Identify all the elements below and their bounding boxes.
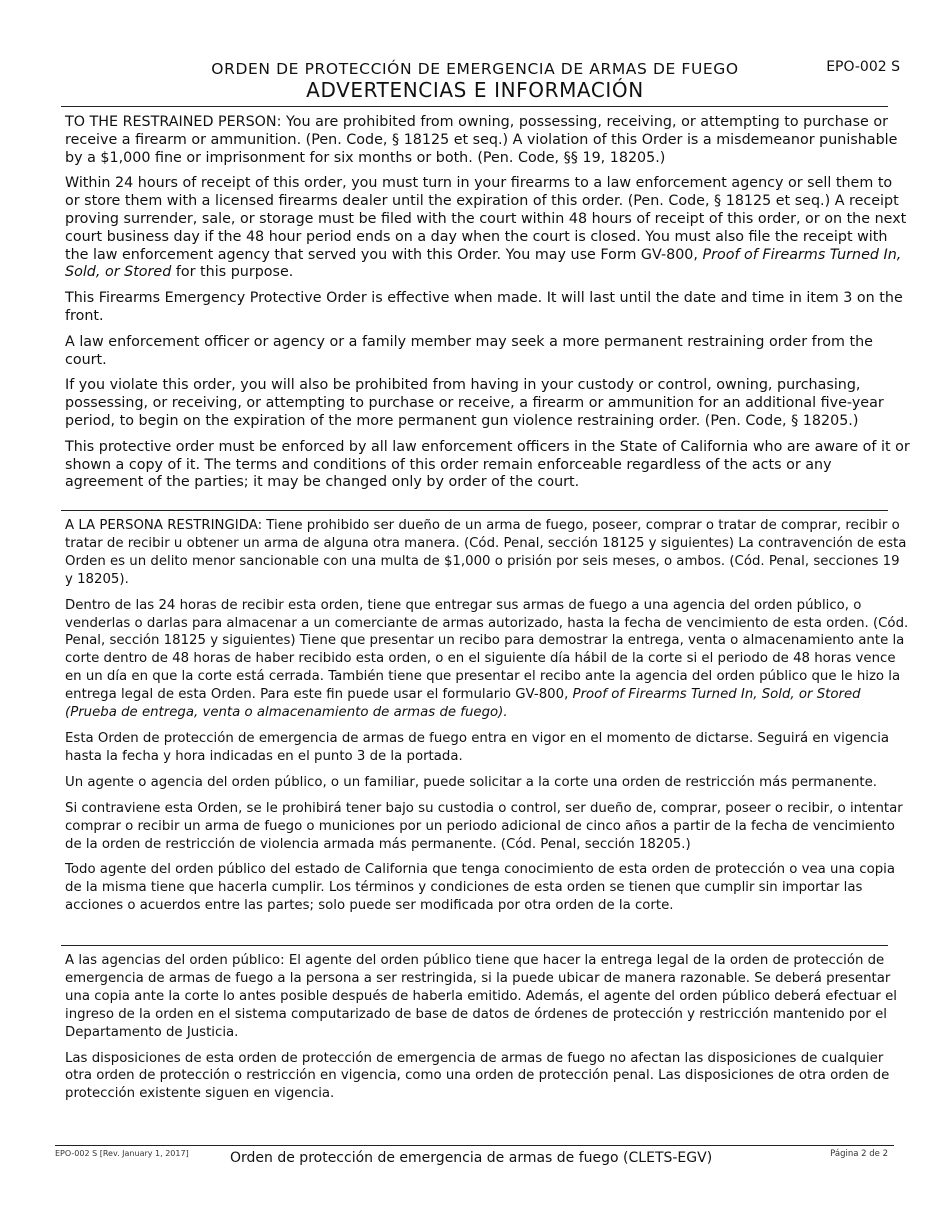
en-paragraph-restrained-person: TO THE RESTRAINED PERSON: You are prohibited from owning, possessing, receiving, or attempting to purchase or receive a firearm or ammunition. (Pen. Code, § 18125 et seq.) A violation of this Order is a misdemeanor punishable by a $1,000 fine or imprisonment for six months or both. (Pen. Code, §§ 19, 18205.) [65, 114, 898, 166]
le-paragraph-other-orders: Las disposiciones de esta orden de protección de emergencia de armas de fuego no afectan las disposiciones de cualquier otra orden de protección o restricción en vigencia, como una orden de protección penal. Las disposiciones de otra orden de protección existente siguen en vigencia. [65, 1050, 890, 1102]
en-surrender-text-end: for this purpose. [171, 264, 294, 281]
title-line-1: ORDEN DE PROTECCIÓN DE EMERGENCIA DE ARMAS DE FUEGO [211, 60, 739, 78]
footer-page-number: Página 2 de 2 [830, 1149, 888, 1159]
es-paragraph-violation: Si contraviene esta Orden, se le prohibirá tener bajo su custodia o control, ser dueño de, comprar, poseer o recibir, o intentar comprar o recibir un arma de fuego o municiones por un periodo adicional de cinco años a partir de la fecha de vencimiento de la orden de restricción de violencia armada más permanente. (Cód. Penal, sección 18205.) [65, 800, 903, 852]
es-paragraph-surrender [65, 597, 910, 722]
footer-form-title: Orden de protección de emergencia de armas de fuego (CLETS-EGV) [230, 1150, 713, 1166]
law-enforcement-section [65, 952, 910, 1111]
es-form-title: Proof of Firearms Turned In, Sold, or Stored (Prueba de entrega, venta o almacenamiento de armas de fuego). [65, 687, 861, 721]
en-surrender-text: Within 24 hours of receipt of this order, you must turn in your firearms to a law enforcement agency or sell them to or store them with a licensed firearms dealer until the expiration of this order. (Pen. Code, § 18125 et seq.) A receipt proving surrender, sale, or storage must be filed with the court within 48 hours of receipt of this order, or on the next court business day if the 48 hour period ends on a day when the court is closed. You must also file the receipt with the law enforcement agency that served you with this Order. You may use Form GV-800, [65, 175, 907, 263]
en-paragraph-violation: If you violate this order, you will also be prohibited from having in your custody or control, owning, purchasing, possessing, or receiving, or attempting to purchase or receive, a firearm or ammunition for an additional five-year period, to begin on the expiration of the more permanent gun violence restraining order. (Pen. Code, § 18205.) [65, 377, 884, 429]
english-warnings-section [65, 114, 910, 500]
es-paragraph-effective: Esta Orden de protección de emergencia de armas de fuego entra en vigor en el momento de dictarse. Seguirá en vigencia hasta la fecha y hora indicadas en el punto 3 de la portada. [65, 730, 890, 764]
es-paragraph-restrained-person: A LA PERSONA RESTRINGIDA: Tiene prohibido ser dueño de un arma de fuego, poseer, comprar o tratar de comprar, recibir o tratar de recibir u obtener un arma de alguna otra manera. (Cód. Penal, sección 18125 y siguientes) La contravención de esta Orden es un delito menor sancionable con una multa de $1,000 o prisión por seis meses, o ambos. (Cód. Penal, secciones 19 y 18205). [65, 518, 907, 587]
footer-form-revision: EPO-002 S [Rev. January 1, 2017] [55, 1149, 189, 1158]
spanish-warnings-section [65, 517, 910, 923]
le-paragraph-service: A las agencias del orden público: El agente del orden público tiene que hacer la entrega legal de la orden de protección de emergencia de armas de fuego a la persona a ser restringida, si la puede ubicar de manera razonable. Se deberá presentar una copia ante la corte lo antes posible después de haberla emitido. Además, el agente del orden público deberá efectuar el ingreso de la orden en el sistema computarizado de base de datos de órdenes de protección y restricción mantenido por el Departamento de Justicia. [65, 953, 898, 1040]
en-paragraph-enforcement: This protective order must be enforced by all law enforcement officers in the State of California who are aware of it or shown a copy of it. The terms and conditions of this order remain enforceable regardless of the acts or any agreement of the parties; it may be changed only by order of the court. [65, 438, 910, 491]
en-paragraph-surrender [65, 175, 910, 282]
en-paragraph-permanent-order: A law enforcement officer or agency or a family member may seek a more permanent restraining order from the court. [65, 333, 873, 368]
en-paragraph-effective: This Firearms Emergency Protective Order is effective when made. It will last until the date and time in item 3 on the front. [65, 290, 903, 324]
section-divider-1 [61, 510, 888, 511]
title-line-2: ADVERTENCIAS E INFORMACIÓN [306, 78, 644, 102]
footer-rule [55, 1145, 894, 1146]
header-rule [61, 106, 888, 107]
form-id: EPO-002 S [826, 59, 900, 75]
section-divider-2 [61, 945, 888, 946]
es-paragraph-permanent-order: Un agente o agencia del orden público, o un familiar, puede solicitar a la corte una orden de restricción más permanente. [65, 774, 878, 790]
en-form-title: Proof of Firearms Turned In, Sold, or Stored [65, 246, 902, 281]
es-surrender-text: Dentro de las 24 horas de recibir esta orden, tiene que entregar sus armas de fuego a una agencia del orden público, o venderlas o darlas para almacenar a un comerciante de armas autorizado, hasta la fecha de vencimiento de esta orden. (Cód. Penal, sección 18125 y siguientes) Tiene que presentar un recibo para demostrar la entrega, venta o almacenamiento ante la corte dentro de 48 horas de haber recibido esta orden, o en el siguiente día hábil de la corte si el periodo de 48 horas vence en un día en que la corte está cerrada. También tiene que presentar el recibo ante la agencia del orden público que le hizo la entrega legal de esta Orden. Para este fin puede usar el formulario GV-800, [65, 597, 909, 703]
es-paragraph-enforcement: Todo agente del orden público del estado de California que tenga conocimiento de esta orden de protección o vea una copia de la misma tiene que hacerla cumplir. Los términos y condiciones de esta orden se tienen que cumplir sin importar las acciones o acuerdos entre las partes; solo puede ser modificada por otra orden de la corte. [65, 862, 895, 914]
